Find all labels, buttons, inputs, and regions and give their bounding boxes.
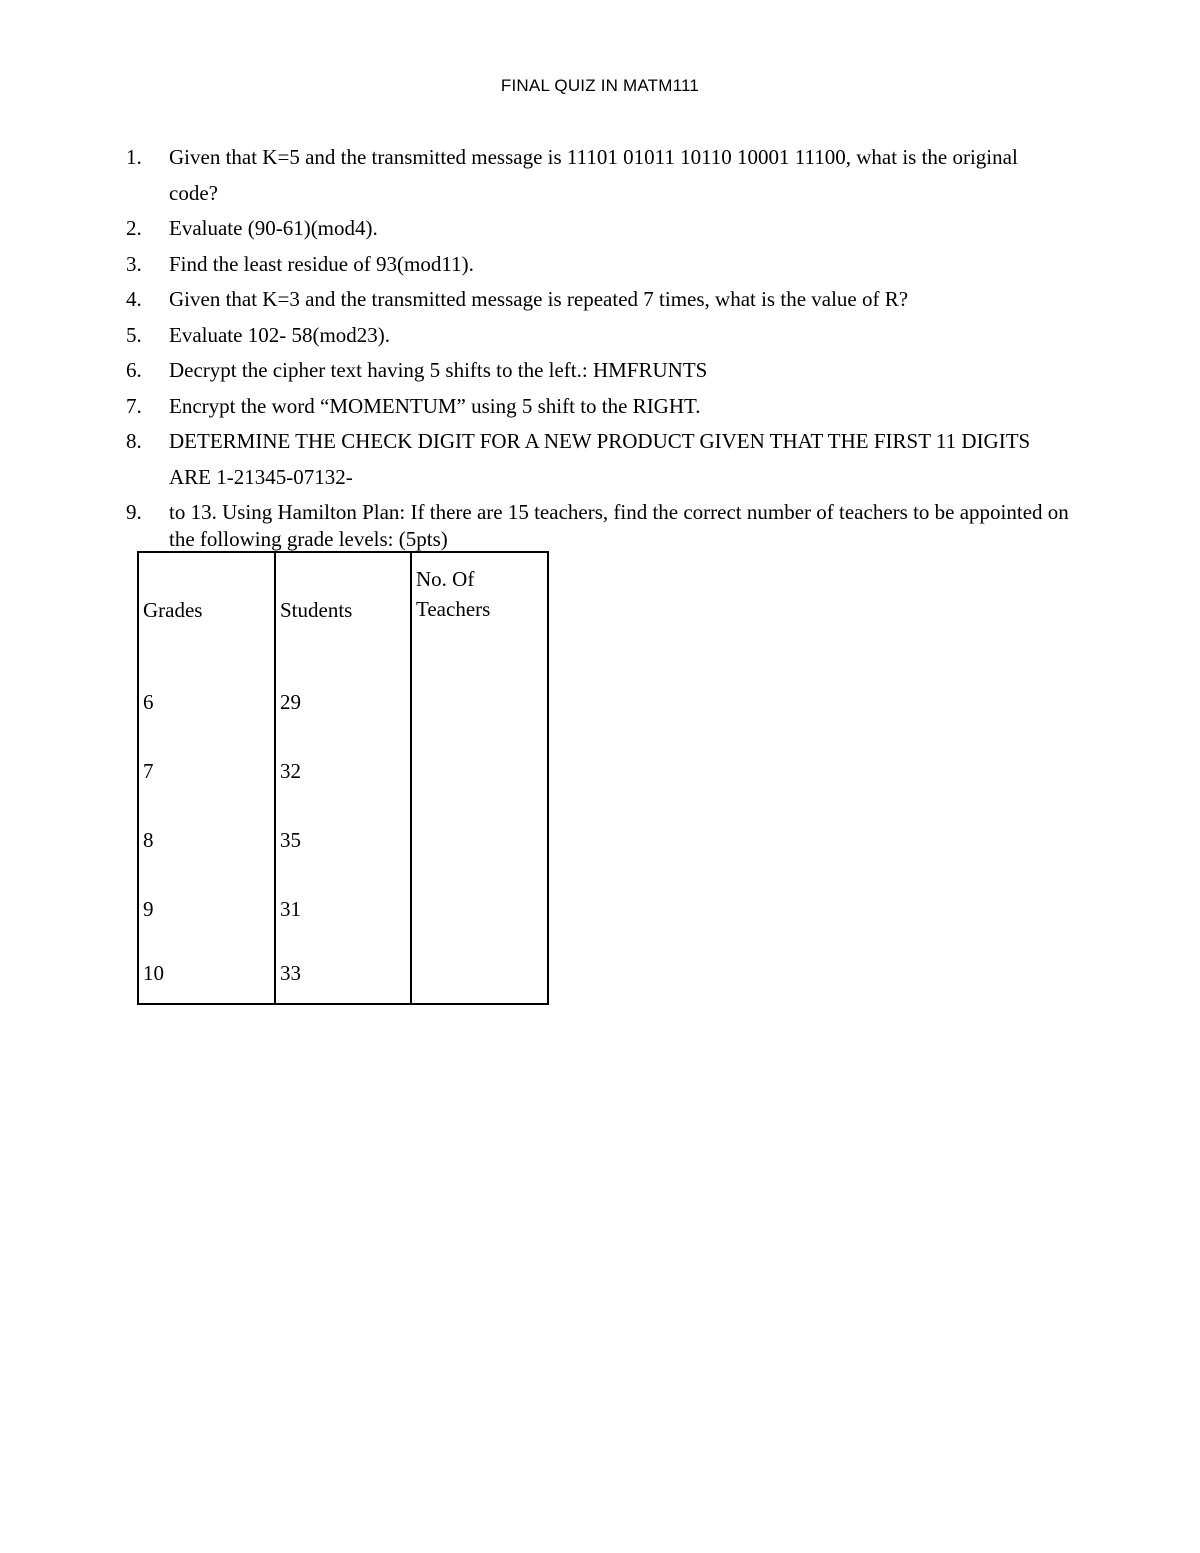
teachers-cell — [411, 736, 548, 805]
grade-cell: 6 — [138, 667, 275, 736]
grade-cell: 9 — [138, 874, 275, 943]
question-number: 9. — [126, 500, 142, 524]
students-cell: 31 — [275, 874, 411, 943]
question-number: 6. — [126, 358, 142, 382]
question-item — [120, 318, 1070, 354]
table-header-row — [138, 552, 548, 667]
question-text: Decrypt the cipher text having 5 shifts to the left.: HMFRUNTS — [169, 358, 708, 382]
question-item — [120, 247, 1070, 283]
students-cell: 32 — [275, 736, 411, 805]
header-grades: Grades — [138, 552, 275, 667]
header-teachers — [411, 552, 548, 667]
teachers-cell — [411, 667, 548, 736]
table-row — [138, 736, 548, 805]
question-number: 2. — [126, 216, 142, 240]
question-text: Given that K=5 and the transmitted message is 11101 01011 10110 10001 11100, what is the original code? — [169, 145, 1018, 205]
question-number: 5. — [126, 322, 142, 347]
table-row — [138, 874, 548, 943]
table-row — [138, 943, 548, 1004]
grade-cell: 8 — [138, 805, 275, 874]
question-number: 7. — [126, 393, 142, 418]
table-row — [138, 667, 548, 736]
teachers-cell — [411, 943, 548, 1004]
question-text: Evaluate 102- 58(mod23). — [169, 322, 391, 347]
teachers-cell — [411, 874, 548, 943]
grade-cell: 10 — [138, 943, 275, 1004]
question-number: 1. — [126, 145, 142, 169]
question-number: 4. — [126, 287, 142, 311]
question-item — [120, 389, 1070, 425]
question-item — [120, 424, 1070, 495]
table-row — [138, 805, 548, 874]
page-title: FINAL QUIZ IN MATM111 — [500, 76, 700, 95]
teacher-allocation-table — [137, 551, 549, 1005]
header-students: Students — [275, 552, 411, 667]
grade-cell: 7 — [138, 736, 275, 805]
question-item — [120, 211, 1070, 247]
question-list — [120, 140, 1070, 553]
question-item — [120, 353, 1070, 389]
question-text: to 13. Using Hamilton Plan: If there are 15 teachers, find the correct number of teachers to be appointed on the following grade levels: (5pts) — [169, 500, 1069, 551]
question-item — [120, 282, 1070, 318]
teachers-cell — [411, 805, 548, 874]
header-teachers-label: No. Of Teachers — [416, 567, 491, 621]
question-text: Encrypt the word “MOMENTUM” using 5 shift to the RIGHT. — [169, 393, 701, 418]
question-number: 8. — [126, 429, 142, 453]
students-cell: 33 — [275, 943, 411, 1004]
question-text: Given that K=3 and the transmitted message is repeated 7 times, what is the value of R? — [169, 287, 909, 311]
question-number: 3. — [126, 251, 142, 276]
question-text: Find the least residue of 93(mod11). — [169, 251, 474, 276]
question-item — [120, 140, 1070, 211]
students-cell: 29 — [275, 667, 411, 736]
question-text: DETERMINE THE CHECK DIGIT FOR A NEW PRODUCT GIVEN THAT THE FIRST 11 DIGITS ARE 1-21345-07132- — [169, 429, 1031, 489]
question-item — [120, 499, 1070, 553]
question-text: Evaluate (90-61)(mod4). — [169, 216, 378, 240]
students-cell: 35 — [275, 805, 411, 874]
